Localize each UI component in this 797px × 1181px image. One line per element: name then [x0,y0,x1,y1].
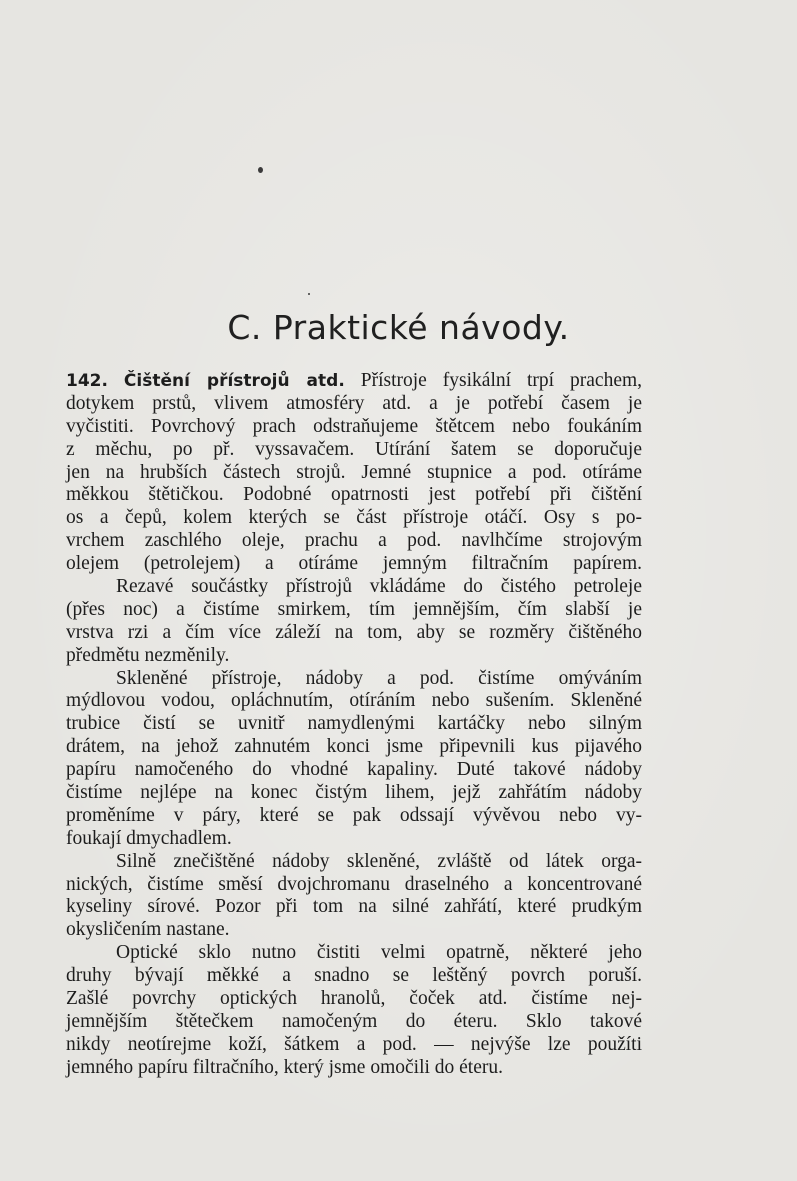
text-line: os a čepů, kolem kterých se část přístroje otáčí. Osy s po- [66,507,642,529]
text-line: proměníme v páry, které se pak odssají vývěvou nebo vy- [66,804,642,826]
ink-speck [308,293,310,295]
ink-speck [258,167,263,173]
text-line: olejem (petrolejem) a otíráme jemným filtračním papírem. [66,553,642,575]
text-line: mýdlovou vodou, opláchnutím, otíráním nebo sušením. Skleněné [66,690,642,712]
text-line: trubice čistí se uvnitř namydlenými kartáčky nebo silným [66,713,642,735]
text-line: vrstva rzi a čím více záleží na tom, aby se rozměry čištěného [66,621,642,643]
text-line: Skleněné přístroje, nádoby a pod. čistíme omýváním [116,667,642,689]
text-line [66,370,642,393]
text-line: Zašlé povrchy optických hranolů, čoček atd. čistíme nej- [66,988,642,1010]
text-line: Silně znečištěné nádoby skleněné, zvláště od látek orga- [116,850,642,872]
text-line: nických, čistíme směsí dvojchromanu draselného a koncentrované [66,873,642,895]
text-line: vrchem zaschlého oleje, prachu a pod. navlhčíme strojovým [66,530,642,552]
text-line-content: Přístroje fysikální trpí prachem, [360,370,643,391]
text-line: druhy bývají měkké a snadno se leštěný povrch poruší. [66,965,642,987]
text-line: z měchu, po př. vyssavačem. Utírání šatem se doporučuje [66,438,642,460]
text-line: jemného papíru filtračního, který jsme omočili do éteru. [66,1056,503,1078]
body-text [66,370,642,1080]
text-line: čistíme nejlépe na konec čistým lihem, jejž zahřátím nádoby [66,782,642,804]
text-line: papíru namočeného do vhodné kapaliny. Duté takové nádoby [66,759,642,781]
text-line: jemnějším štětečkem namočeným do éteru. Sklo takové [66,1010,642,1032]
text-line: předmětu nezměnily. [66,644,230,666]
text-line: foukají dmychadlem. [66,827,232,849]
text-line: kyseliny sírové. Pozor při tom na silné zahřátí, které prudkým [66,896,642,918]
section-number: 142. [66,371,108,391]
text-line: dotykem prstů, vlivem atmosféry atd. a je potřebí časem je [66,392,642,414]
text-line: vyčistiti. Povrchový prach odstraňujeme štětcem nebo foukáním [66,415,642,437]
text-line: nikdy neotírejme koží, šátkem a pod. — nejvýše lze použíti [66,1033,642,1055]
text-line: Optické sklo nutno čistiti velmi opatrně, některé jeho [116,942,642,964]
text-line: drátem, na jehož zahnutém konci jsme připevnili kus pijavého [66,736,642,758]
section-heading: C. Praktické návody. [227,308,570,347]
text-line: jen na hrubších částech strojů. Jemné stupnice a pod. otíráme [66,461,642,483]
section-title: Čištění přístrojů atd. [123,371,345,391]
text-line: měkkou štětičkou. Podobné opatrnosti jest potřebí při čištění [66,484,642,506]
text-line: (přes noc) a čistíme smirkem, tím jemnějším, čím slabší je [66,598,642,620]
text-line: Rezavé součástky přístrojů vkládáme do čistého petroleje [116,576,642,598]
text-line: okysličením nastane. [66,919,230,941]
